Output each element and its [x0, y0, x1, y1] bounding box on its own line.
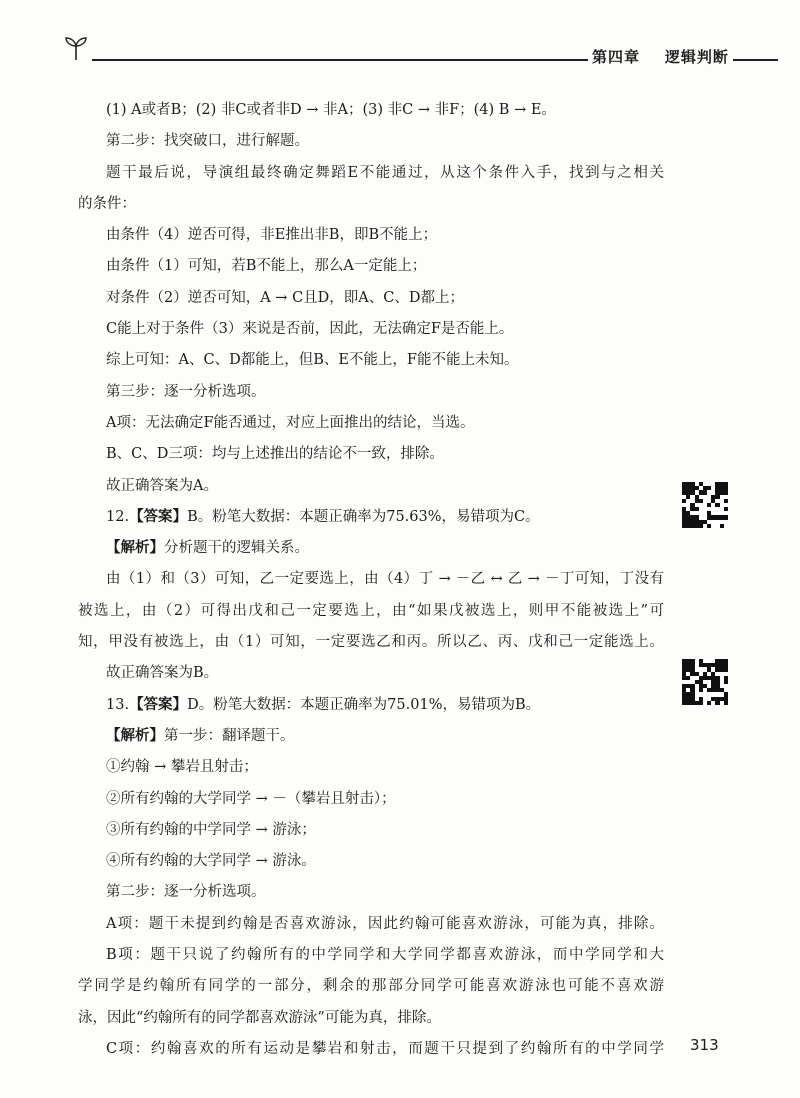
sprout-logo-icon	[62, 34, 90, 62]
line-text: 第二步：逐一分析选项。	[106, 884, 266, 901]
text-line	[78, 534, 664, 562]
text-line	[78, 221, 664, 249]
text-line	[78, 910, 664, 938]
text-line	[78, 472, 664, 500]
text-line	[78, 722, 664, 750]
answer-tag: 【解析】	[106, 726, 164, 744]
line-text: D。粉笔大数据：本题正确率为75.01%，易错项为B。	[187, 696, 541, 713]
text-line	[78, 440, 664, 468]
header-rule-left	[92, 59, 588, 61]
line-text: 由条件（1）可知，若B不能上，那么A一定能上；	[106, 258, 427, 275]
line-text: 学同学是约翰所有同学的一部分，剩余的那部分同学可能喜欢游泳也可能不喜欢游	[78, 978, 664, 995]
line-text: 的条件：	[78, 195, 136, 212]
line-text: C能上对于条件（3）来说是否前，因此，无法确定F是否能上。	[106, 321, 514, 338]
line-text: (1) A或者B；(2) 非C或者非D → 非A；(3) 非C → 非F；(4) B → E。	[106, 102, 556, 118]
answer-tag: 【答案】	[129, 695, 188, 713]
text-line	[78, 409, 664, 437]
line-text: B。粉笔大数据：本题正确率为75.63%，易错项为C。	[187, 508, 540, 525]
text-line	[78, 691, 664, 719]
qr-code-q13[interactable]	[682, 659, 728, 705]
line-text: 第二步：找突破口，进行解题。	[106, 133, 309, 150]
line-text: 由（1）和（3）可知，乙一定要选上，由（4）丁 → －乙 ↔ 乙 → －丁可知，丁没有	[106, 571, 664, 588]
text-line	[78, 785, 664, 813]
text-line	[78, 847, 664, 875]
page-body	[78, 96, 664, 1066]
chapter-heading	[592, 46, 732, 67]
text-line	[78, 378, 664, 406]
text-line	[78, 252, 664, 280]
line-text: 故正确答案为B。	[106, 665, 219, 682]
line-text: 分析题干的逻辑关系。	[164, 540, 309, 557]
page-number: 313	[690, 1036, 719, 1054]
line-text: ③所有约翰的中学同学 → 游泳；	[106, 821, 316, 838]
text-line	[78, 628, 664, 656]
section-label: 逻辑判断	[664, 48, 729, 66]
page-header	[0, 0, 800, 80]
line-text: ④所有约翰的大学同学 → 游泳。	[106, 853, 316, 870]
text-line	[78, 1035, 664, 1063]
line-text: A项：无法确定F能否通过，对应上面推出的结论，当选。	[106, 414, 475, 431]
line-text: 第一步：翻译题干。	[164, 727, 295, 744]
line-text: 题干最后说，导演组最终确定舞蹈E不能通过，从这个条件入手，找到与之相关	[106, 164, 664, 181]
text-line	[78, 659, 664, 687]
answer-tag: 【答案】	[129, 507, 188, 525]
line-text: 泳，因此“约翰所有的同学都喜欢游泳”可能为真，排除。	[78, 1009, 441, 1026]
line-text: 知，甲没有被选上，由（1）可知，一定要选乙和丙。所以乙、丙、戊和己一定能选上。	[78, 634, 664, 651]
text-line	[78, 96, 664, 124]
line-text: C项：约翰喜欢的所有运动是攀岩和射击，而题干只提到了约翰所有的中学同学	[106, 1040, 664, 1057]
question-number: 12.	[106, 508, 130, 525]
line-text: B项：题干只说了约翰所有的中学同学和大学同学都喜欢游泳，而中学同学和大	[106, 947, 664, 964]
line-text: 被选上，由（2）可得出戊和己一定要选上，由“如果戊被选上，则甲不能被选上”可	[78, 602, 664, 619]
text-line	[78, 503, 664, 531]
text-line	[78, 127, 664, 155]
line-text: 由条件（4）逆否可得，非E推出非B，即B不能上；	[106, 227, 438, 244]
text-line	[78, 284, 664, 312]
line-text: ①约翰 → 攀岩且射击；	[106, 759, 258, 776]
chapter-label: 第四章	[592, 48, 641, 66]
line-text: 对条件（2）逆否可知，A → C且D，即A、C、D都上；	[106, 289, 464, 306]
text-line	[78, 972, 664, 1000]
text-line	[78, 941, 664, 969]
text-line	[78, 315, 664, 343]
line-text: 综上可知：A、C、D都能上，但B、E不能上，F能不能上未知。	[106, 352, 519, 369]
line-text: ②所有约翰的大学同学 → －（攀岩且射击）；	[106, 790, 396, 807]
answer-tag: 【解析】	[106, 539, 164, 557]
text-line	[78, 159, 664, 187]
line-text: 故正确答案为A。	[106, 477, 218, 494]
qr-code-q12[interactable]	[682, 482, 728, 528]
text-line	[78, 1004, 664, 1032]
text-line	[78, 597, 664, 625]
text-line	[78, 753, 664, 781]
text-line	[78, 565, 664, 593]
header-rule-right	[733, 59, 778, 61]
text-line	[78, 878, 664, 906]
text-line	[78, 816, 664, 844]
line-text: 第三步：逐一分析选项。	[106, 383, 266, 400]
question-number: 13.	[106, 696, 130, 713]
line-text: A项：题干未提到约翰是否喜欢游泳，因此约翰可能喜欢游泳，可能为真，排除。	[106, 915, 664, 932]
text-line	[78, 346, 664, 374]
line-text: B、C、D三项：均与上述推出的结论不一致，排除。	[106, 446, 444, 463]
text-line	[78, 190, 664, 218]
